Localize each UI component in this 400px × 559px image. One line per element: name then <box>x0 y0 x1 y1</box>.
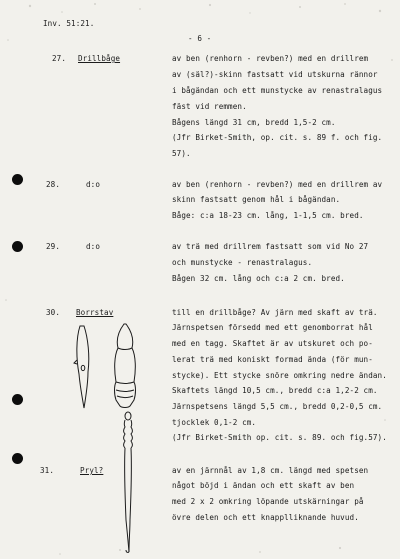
entry-line: av en järnnål av 1,8 cm. längd med spetsen <box>172 466 369 475</box>
entry-line: Båge: c:a 18-23 cm. lång, 1-1,5 cm. bred. <box>172 211 364 220</box>
entry-line: Järnspetsens längd 5,5 cm., bredd 0,2-0,5 cm. <box>172 402 383 411</box>
entry-line: med en tagg. Skaftet är av utskuret och po- <box>172 339 373 348</box>
entry-line: lerat trä med koniskt formad ända (för mun- <box>172 355 373 364</box>
entry-line: (Jfr Birket-Smith, op. cit. s. 89 f. och fig. <box>172 133 383 142</box>
entry-name: d:o <box>86 242 101 251</box>
entry-number: 28. <box>46 180 61 189</box>
pryl-sketch <box>112 410 144 555</box>
binder-hole <box>12 453 23 464</box>
entry-name: Borrstav <box>76 308 114 317</box>
entry-line: av ben (renhorn - revben?) med en drillrem <box>172 54 369 63</box>
entry-number: 30. <box>46 308 61 317</box>
entry-line: med 2 x 2 omkring löpande utskärningar på <box>172 497 364 506</box>
entry-number: 31. <box>40 466 55 475</box>
entry-name: Pryl? <box>80 466 104 475</box>
entry-line: i bågändan och ett munstycke av renastralagus <box>172 86 383 95</box>
entry-line: Skaftets längd 10,5 cm., bredd c:a 1,2-2 cm. <box>172 386 378 395</box>
entry-line: något böjd i ändan och ett skaft av ben <box>172 481 355 490</box>
entry-line: stycke). Ett stycke snöre omkring nedre ändan. <box>172 371 387 380</box>
entry-name: Drillbåge <box>78 54 121 63</box>
entry-line: av (säl?)-skinn fastsatt vid utskurna rännor <box>172 70 378 79</box>
borrstav-sketch <box>66 322 152 412</box>
binder-hole <box>12 174 23 185</box>
entry-line: till en drillbåge? Av järn med skaft av trä. <box>172 308 378 317</box>
entry-line: 57). <box>172 149 191 158</box>
entry-line: fäst vid remmen. <box>172 102 247 111</box>
binder-hole <box>12 394 23 405</box>
entry-number: 29. <box>46 242 61 251</box>
entry-name: d:o <box>86 180 101 189</box>
page-number: - 6 - <box>188 34 212 43</box>
entry-line: tjocklek 0,1-2 cm. <box>172 418 257 427</box>
entry-line: Järnspetsen försedd med ett genomborrat hål <box>172 323 373 332</box>
entry-line: skinn fastsatt genom hål i bågändan. <box>172 195 341 204</box>
entry-line: (Jfr Birket-Smith op. cit. s. 89. och fig.57). <box>172 433 387 442</box>
entry-line: Bågen 32 cm. lång och c:a 2 cm. bred. <box>172 274 345 283</box>
entry-line: övre delen och ett knapplliknande huvud. <box>172 513 359 522</box>
entry-number: 27. <box>52 54 67 63</box>
binder-hole <box>12 241 23 252</box>
entry-line: av ben (renhorn - revben?) med en drillrem av <box>172 180 383 189</box>
entry-line: Bågens längd 31 cm, bredd 1,5-2 cm. <box>172 118 336 127</box>
entry-line: och munstycke - renastralagus. <box>172 258 313 267</box>
inventory-number: Inv. 51:21. <box>43 19 95 28</box>
entry-line: av trä med drillrem fastsatt som vid No 27 <box>172 242 369 251</box>
